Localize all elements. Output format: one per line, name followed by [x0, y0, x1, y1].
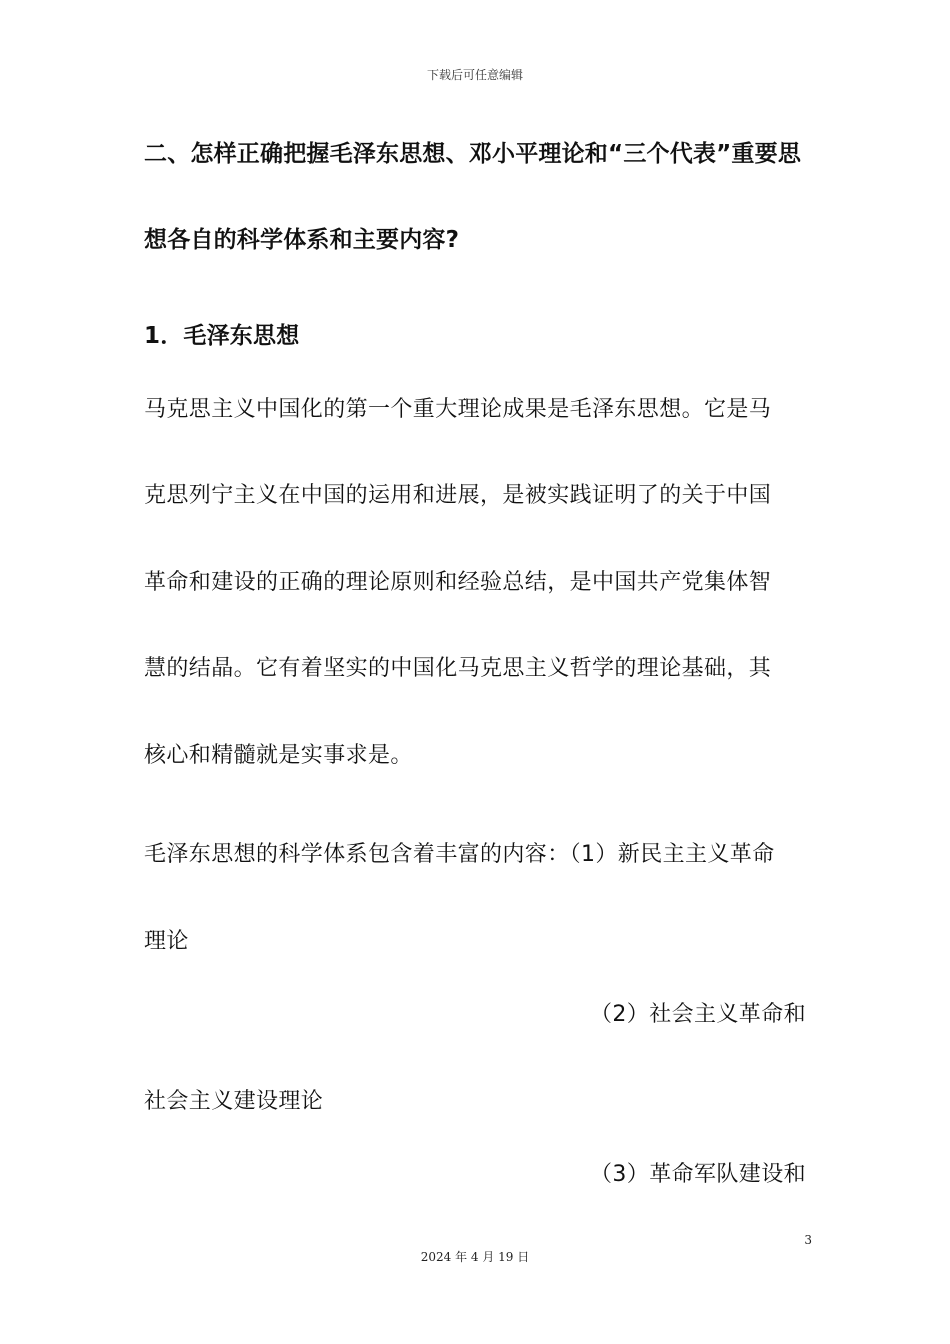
paragraph-line: 马克思主义中国化的第一个重大理论成果是毛泽东思想。它是马 — [144, 397, 772, 422]
content-item-3-start: （3）革命军队建设和 — [590, 1162, 806, 1187]
paragraph-line: 克思列宁主义在中国的运用和进展，是被实践证明了的关于中国 — [144, 483, 772, 508]
content-intro-line: 毛泽东思想的科学体系包含着丰富的内容：（1）新民主主义革命 — [144, 842, 775, 867]
paragraph-line: 革命和建设的正确的理论原则和经验总结，是中国共产党集体智 — [144, 570, 772, 595]
footer-date: 2024 年 4 月 19 日 — [420, 1250, 530, 1264]
heading-line-1: 二、怎样正确把握毛泽东思想、邓小平理论和“三个代表”重要思 — [144, 141, 802, 167]
page-number: 3 — [804, 1233, 812, 1247]
content-item-2-end: 社会主义建设理论 — [144, 1089, 324, 1114]
header-note: 下载后可任意编辑 — [426, 68, 523, 82]
paragraph-line: 慧的结晶。它有着坚实的中国化马克思主义哲学的理论基础，其 — [144, 656, 772, 681]
section-title: 1．毛泽东思想 — [144, 323, 300, 349]
heading-line-2: 想各自的科学体系和主要内容? — [144, 227, 460, 253]
content-item-1-end: 理论 — [144, 929, 189, 954]
paragraph-line: 核心和精髓就是实事求是。 — [144, 743, 413, 768]
content-item-2-start: （2）社会主义革命和 — [590, 1002, 806, 1027]
